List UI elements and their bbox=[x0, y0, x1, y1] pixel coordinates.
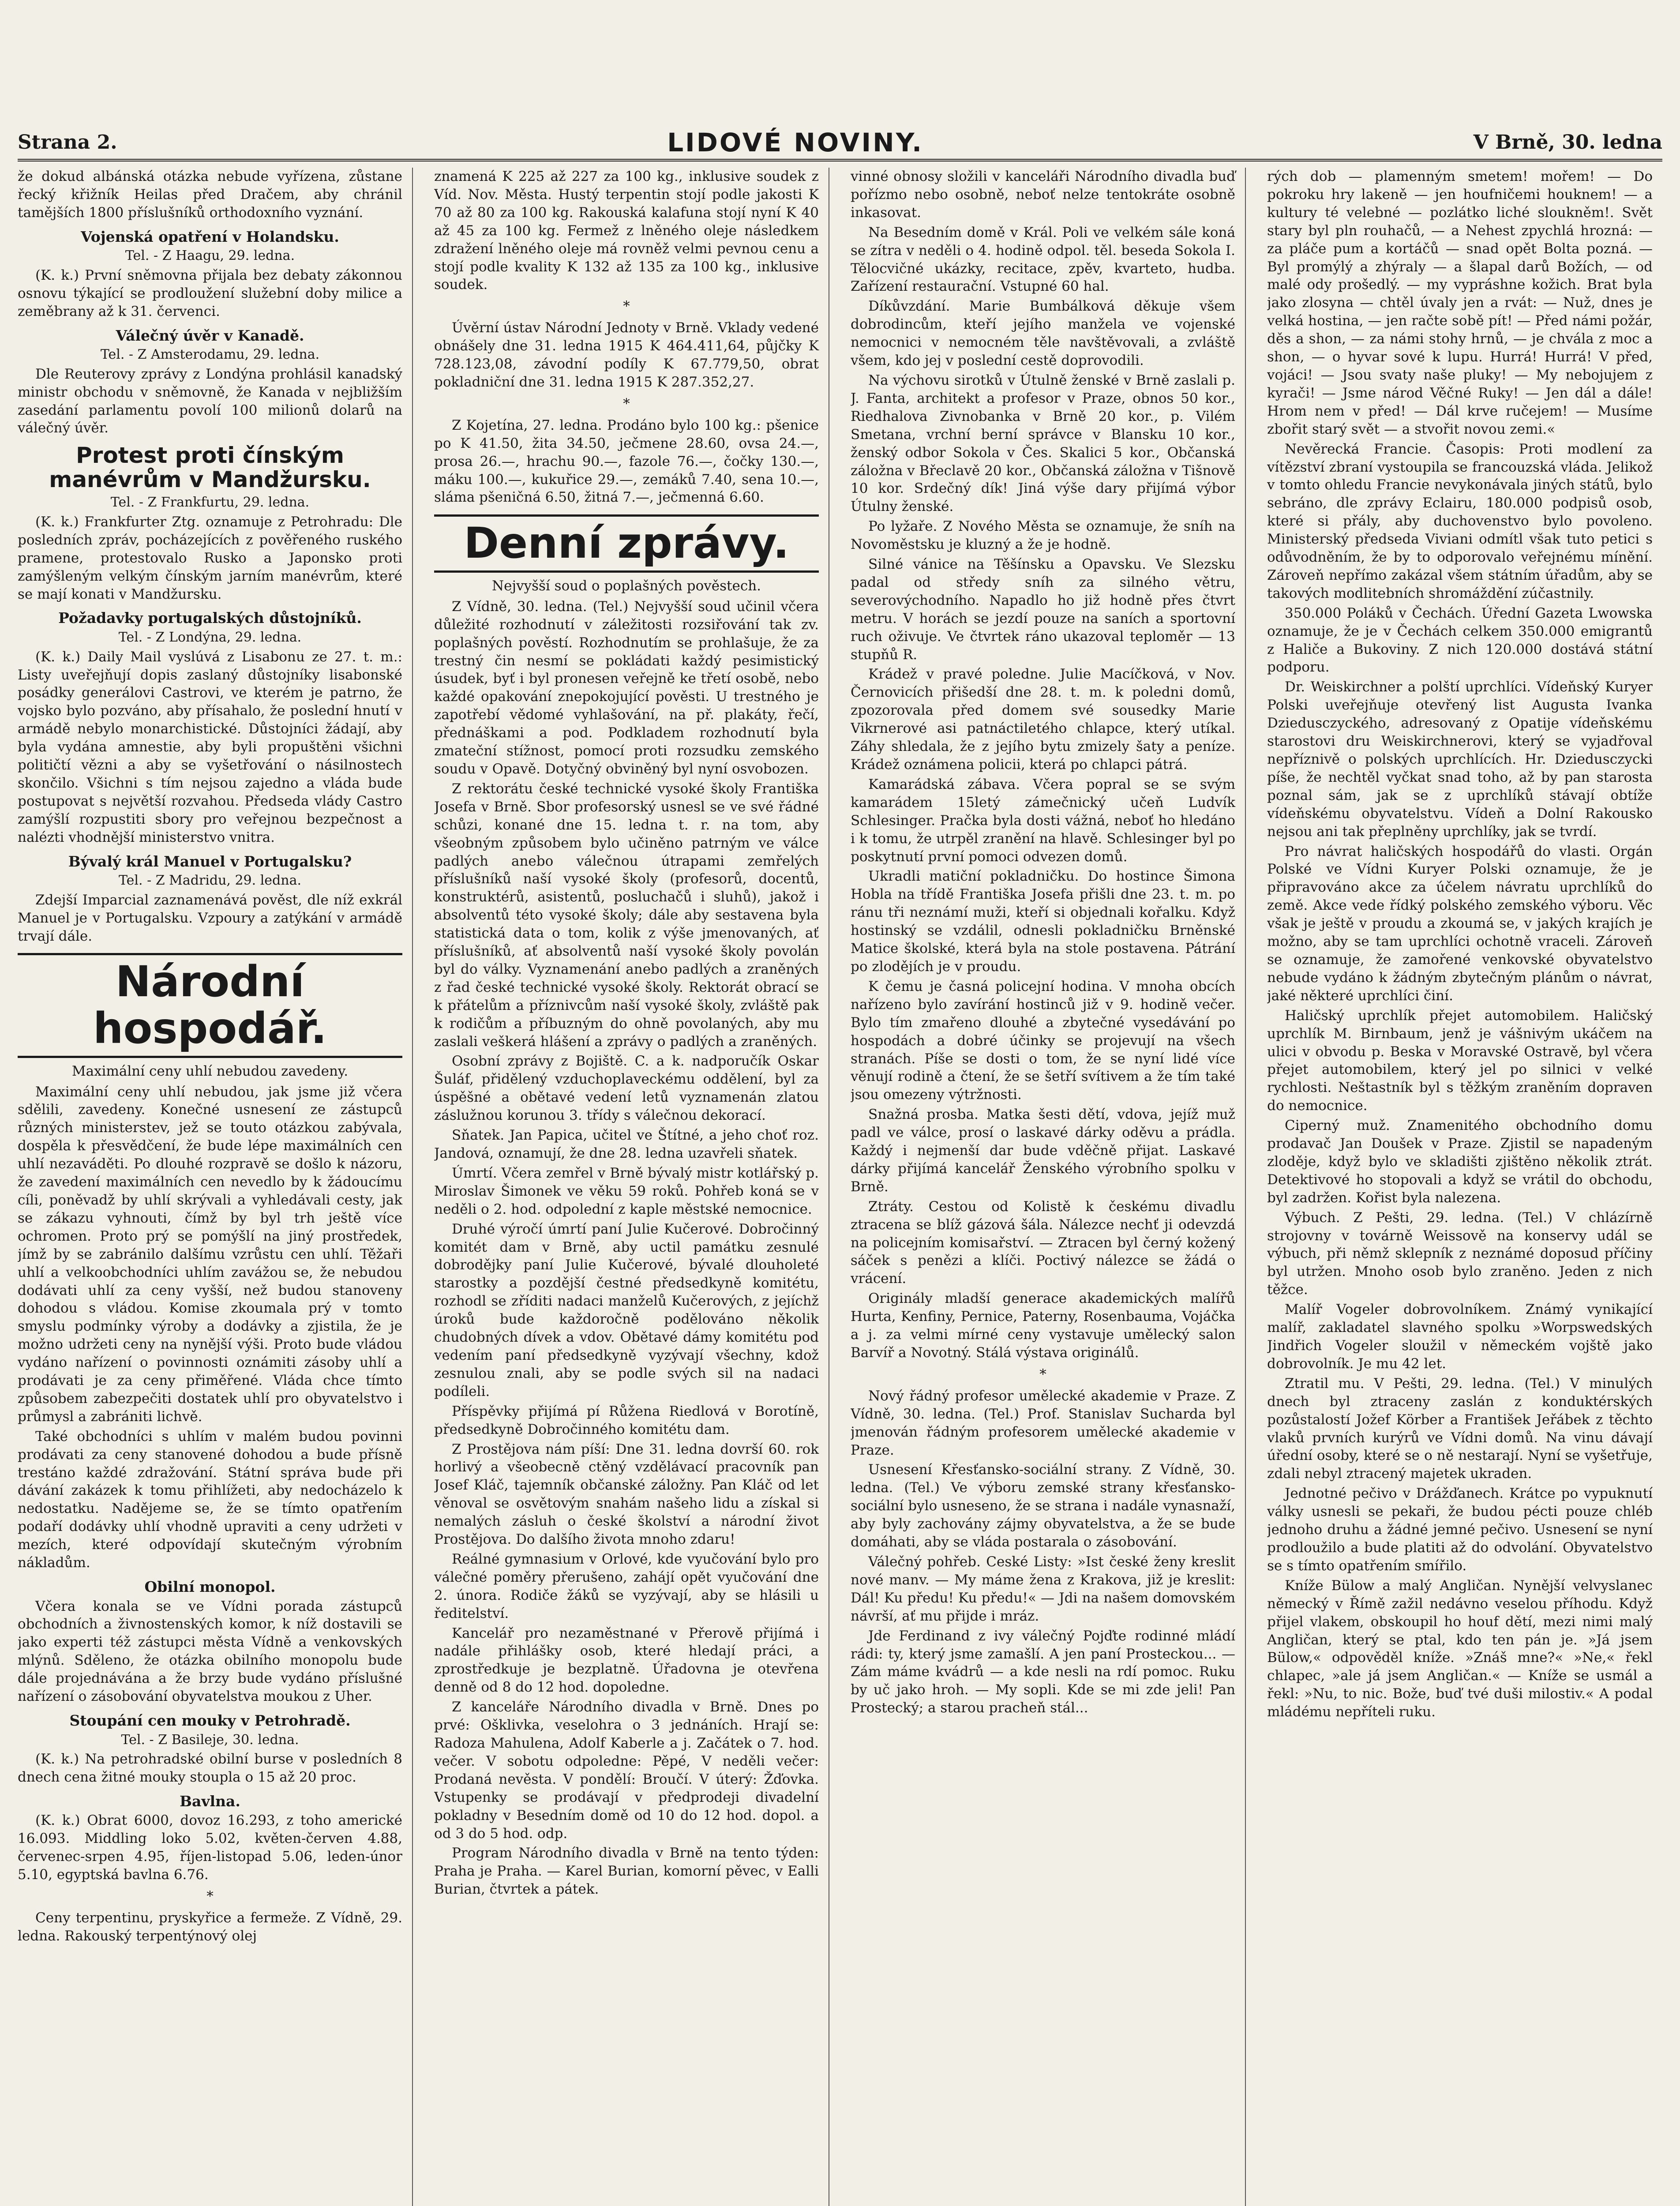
article-paragraph: (K. k.) Frankfurter Ztg. oznamuje z Petrohradu: Dle posledních zpráv, pocházejících z pověřeného ruského pramene, protestovalo Rusko a Japonsko proti zamýšleným velkým čínským jarním manévrům, které se mají konati v Mandžursku. bbox=[18, 514, 402, 602]
dateline: Tel. - Z Frankfurtu, 29. ledna. bbox=[110, 495, 310, 510]
article-paragraph: 350.000 Poláků v Čechách. Úřední Gazeta Lwowska oznamuje, že je v Čechách celkem 350.000 emigrantů z Haliče a Bukoviny. Z nich 120.000 dostává státní podporu. bbox=[1267, 605, 1653, 675]
dateline: Tel. - Z Amsterodamu, 29. ledna. bbox=[100, 347, 320, 363]
column-4 bbox=[1267, 168, 1662, 2206]
article-paragraph: Haličský uprchlík přejet automobilem. Haličský uprchlík M. Birnbaum, jenž je vášnivým ukáčem na ulici v obvodu p. Beska v Moravské Ostravě, byl včera přejet automobilem, který jel po silnici v velké rychlosti. Neštastník byl s těžkým zraněním dopraven do nemocnice. bbox=[1267, 1007, 1653, 1114]
article-paragraph: Reálné gymnasium v Orlové, kde vyučování bylo pro válečné poměry přerušeno, zahájí opět vyučování dne 2. února. Rodiče žáků se vyzývají, aby se hlásili u ředitelství. bbox=[434, 1551, 819, 1621]
separator-star: * bbox=[206, 1888, 214, 1905]
article-paragraph: že dokud albánská otázka nebude vyřízena, zůstane řecký křižník Heilas před Dračem, aby chránil tamějších 1800 příslušníků orthodoxního vyznání. bbox=[18, 169, 402, 221]
article-heading: Válečný úvěr v Kanadě. bbox=[116, 326, 304, 344]
dateline: Tel. - Z Haagu, 29. ledna. bbox=[125, 248, 295, 264]
article-paragraph: Pro návrat haličských hospodářů do vlasti. Orgán Polské ve Vídni Kuryer Polski oznamuje, že je připravováno akce za účelem návratu uprchlíků do země. Akce vede řídký polského zemského výboru. Věc však je ještě v proudu a zkoumá se, v jakých krajích je možno, aby se tam uprchlíci ochotně vraceli. Zároveň se oznamuje, že zamořené venkovské obyvatelstvo nebude vydáno k žádným zbytečným plánům o návrat, jaké některé uprchlíci činí. bbox=[1267, 843, 1653, 1004]
article-subheading: Maximální ceny uhlí nebudou zavedeny. bbox=[71, 1063, 349, 1079]
article-paragraph: Kníže Bülow a malý Angličan. Nynější velvyslanec německý v Římě zažil nedávno veselou příhodu. Když přijel vlakem, obskoupil ho houf dětí, mezi nimi malý Angličan, který se ptal, kdo ten pán je. »Já jsem Bülow,« odpověděl kníže. »Znáš mne?« »Ne,« řekl chlapec, »ale já jsem Angličan.« — Kníže se usmál a řekl: »Nu, to nic. Bože, buď tvé duši milostiv.« A podal mládému nepříteli ruku. bbox=[1267, 1577, 1653, 1720]
article-paragraph: vinné obnosy složili v kanceláři Národního divadla buď pořízmo nebo osobně, neboť nelze tentokráte osobně inkasovat. bbox=[851, 169, 1235, 221]
section-heading: Národní hospodář. bbox=[18, 953, 402, 1058]
article-paragraph: Výbuch. Z Pešti, 29. ledna. (Tel.) V chlázírně strojovny v továrně Weissově na konservy udál se výbuch, při němž sklepník z neznámé doposud příčiny byl utržen. Mnoho osob bylo zraněno. Jeden z nich těžce. bbox=[1267, 1209, 1653, 1298]
column-2 bbox=[434, 168, 829, 2206]
article-heading: Stoupání cen mouky v Petrohradě. bbox=[69, 1711, 351, 1729]
separator-star: * bbox=[623, 298, 630, 315]
article-paragraph: Ceny terpentinu, pryskyřice a fermeže. Z Vídně, 29. ledna. Rakouský terpentýnový olej bbox=[18, 1910, 402, 1944]
article-paragraph: Jde Ferdinand z ivy válečný Pojďte rodinné mládí rádi: ty, který jsme zamašlí. A jen paní Prosteckou... — Zám máme kvádrů — a kde nesli na rdí pomoc. Ruku by uč jako hroh. — My sopli. Kde se mi zde jeli! Pan Prostecký; a starou pracheň stál... bbox=[851, 1628, 1235, 1716]
article-paragraph: Včera konala se ve Vídni porada zástupců obchodních a živnostenských komor, k níž dostavili se jako experti též zástupci města Vídně a venkovských mlýnů. Sděleno, že otázka obilního monopolu bude dále projednávána a že brzy bude vydáno příslušné nařízení o zásobování obyvatelstva moukou z Uher. bbox=[18, 1598, 402, 1705]
separator-star: * bbox=[623, 395, 630, 412]
dateline: Tel. - Z Madridu, 29. ledna. bbox=[118, 873, 302, 889]
dateline: Tel. - Z Basileje, 30. ledna. bbox=[121, 1732, 299, 1748]
article-paragraph: Krádež v pravé poledne. Julie Macíčková, v Nov. Černovicích přišedší dne 28. t. m. k poledni domů, zpozorovala před domem své sousedky Marie Vikrnerové asi patnáctiletého chlapce, který utíkal. Záhy shledala, že z jejího bytu zmizely šaty a peníze. Krádež oznámena policii, která po chlapci pátrá. bbox=[851, 666, 1235, 773]
article-heading: Vojenská opatření v Holandsku. bbox=[81, 228, 339, 245]
article-paragraph: Osobní zprávy z Bojiště. C. a k. nadporučík Oskar Šuláf, přidělený vzduchoplaveckému oddělení, byl za úspěšné a obětavé vedení letů vyznamenán zlatou záslužnou korunou 3. třídy s válečnou dekorací. bbox=[434, 1053, 819, 1124]
article-paragraph: Ztratil mu. V Pešti, 29. ledna. (Tel.) V minulých dnech byl ztraceny zaslán z konduktérských pozůstalostí Jožef Körber a František Jeřábek z těchto vlaků prvních kurýrů ve Vídni domů. Na vinu dávají úřední osoby, které se o ně nestarají. Nyní se vyšetřuje, zdali nebyl ztracený majetek ukraden. bbox=[1267, 1375, 1653, 1482]
article-paragraph: Kancelář pro nezaměstnané v Přerově přijímá i nadále přihlášky osob, které hledají práci, a zprostředkuje je bezplatně. Úřadovna je otevřena denně od 8 do 12 hod. dopoledne. bbox=[434, 1625, 819, 1696]
article-paragraph: Úvěrní ústav Národní Jednoty v Brně. Vklady vedené obnášely dne 31. ledna 1915 K 464.411,64, půjčky K 728.123,08, závodní podíly K 67.779,50, obrat pokladniční dne 31. ledna 1915 K 287.352,27. bbox=[434, 320, 819, 390]
article-paragraph: Z rektorátu české technické vysoké školy Františka Josefa v Brně. Sbor profesorský usnesl se ve své řádné schůzi, konané dne 15. ledna t. r. na tom, aby všeobným způsobem bylo učiněno patrným ve válce padlých anebo válečnou útrapami zemřelých příslušníků naší vysoké školy (profesorů, docentů, konstruktérů, asistentů, posluchačů i sluhů), jakož i absolventů této vysoké školy; dále aby sestavena byla statistická data o tom, kolik z výše jmenovaných, ať příslušníků, ať absolventů naší vysoké školy povolán byl do války. Vyznamenání anebo padlých a zraněných z řad české technické vysoké školy. Rektorát obrací se k přátelům a příznivcům naší vysoké školy, zvláště pak k rodičům a příbuzným do ohně povolaných, aby mu zaslali veškerá hlášení a zprávy o padlých a zraněných. bbox=[434, 780, 819, 1050]
article-heading: Bývalý král Manuel v Portugalsku? bbox=[68, 852, 352, 870]
dateline: Tel. - Z Londýna, 29. ledna. bbox=[118, 630, 302, 645]
article-paragraph: Z kanceláře Národního divadla v Brně. Dnes po prvé: Ošklivka, veselohra o 3 jednáních. Hrají se: Radoza Mahulena, Adolf Kaberle a j. Začátek o 7. hod. večer. V sobotu odpoledne: Pěpé, V neděli večer: Prodaná nevěsta. V pondělí: Broučí. V úterý: Žďovka. Vstupenky se prodávají v předprodeji divadelní pokladny v Besedním domě od 10 do 12 hod. dopol. a od 3 do 5 hod. odp. bbox=[434, 1699, 819, 1842]
article-paragraph: Ztráty. Cestou od Kolistě k českému divadlu ztracena se blíž gázová šála. Nálezce nechť ji odevzdá na policejním komisařství. — Ztracen byl černý kožený sáček s penězi a klíči. Poctivý nálezce se žádá o vrácení. bbox=[851, 1198, 1235, 1287]
article-paragraph: Příspěvky přijímá pí Růžena Riedlová v Borotíně, předsedkyně Dobročinného komitétu dam. bbox=[434, 1403, 819, 1437]
article-paragraph: Silné vánice na Těšínsku a Opavsku. Ve Slezsku padal od středy sníh za silného větru, severovýchodního. Napadlo ho již hodně přes čtvrt metru. V horách se jezdí pouze na saních a sportovní ruch oživuje. Ve čtvrtek ráno ukazoval teploměr — 13 stupňů R. bbox=[851, 556, 1235, 663]
column-1 bbox=[18, 168, 413, 2206]
article-paragraph: Kamarádská zábava. Včera popral se se svým kamarádem 15letý zámečnický učeň Ludvík Schlesinger. Pračka byla dosti vážná, neboť ho hledáno i k tomu, že utrpěl zranění na hlavě. Schlesinger byl po poskytnutí první pomoci odvezen domů. bbox=[851, 776, 1235, 865]
article-paragraph: Úmrtí. Včera zemřel v Brně bývalý mistr kotlářský p. Miroslav Šimonek ve věku 59 roků. Pohřeb koná se v neděli o 2. hod. odpolední z kaple městské nemocnice. bbox=[434, 1165, 819, 1217]
article-paragraph: Na Besedním domě v Král. Poli ve velkém sále koná se zítra v neděli o 4. hodině odpol. těl. beseda Sokola I. Tělocvičné ukázky, recitace, zpěv, kvarteto, hudba. Zařízení restaurační. Vstupné 60 hal. bbox=[851, 224, 1235, 295]
column-3 bbox=[851, 168, 1246, 2206]
article-columns bbox=[18, 168, 1662, 2206]
article-paragraph: Ciperný muž. Znamenitého obchodního domu prodavač Jan Doušek v Praze. Zjistil se napadeným zloděje, když bylo ve skladišti zjištěno několik ztrát. Detektivové ho stopovali a když se vrátil do obchodu, byl zadržen. Kořist byla nalezena. bbox=[1267, 1118, 1653, 1206]
page-number-label: Strana 2. bbox=[18, 131, 117, 154]
article-paragraph: Nový řádný profesor umělecké akademie v Praze. Z Vídně, 30. ledna. (Tel.) Prof. Stanislav Sucharda byl jmenován řádným profesorem umělecké akademie v Praze. bbox=[851, 1388, 1235, 1458]
article-paragraph: Z Kojetína, 27. ledna. Prodáno bylo 100 kg.: pšenice po K 41.50, žita 34.50, ječmene 28.60, ovsa 24.—, prosa 26.—, hrachu 90.—, fazole 76.—, čočky 130.—, máku 100.—, kukuřice 29.—, zemáků 7.40, sena 10.—, sláma pšeničná 6.50, žitná 7.—, ječmenná 6.60. bbox=[434, 417, 819, 506]
article-paragraph: Ukradli matiční pokladničku. Do hostince Šimona Hobla na třídě Františka Josefa přišli dne 23. t. m. po ránu tři neznámí muži, kteří si objednali kořalku. Když hostinský se vzdálil, odnesli pokladničku Brněnské Matice školské, která byla na stole postavena. Pátrání po zlodějích je v proudu. bbox=[851, 868, 1235, 975]
article-paragraph: (K. k.) Daily Mail vyslúvá z Lisabonu ze 27. t. m.: Listy uveřejňují dopis zaslaný důstojníky lisabonské posádky generálovi Castrovi, ve kterém je patrno, že vojsko bylo pozváno, aby přísahalo, že poslední hnutí v armádě nebylo monarchistické. Důstojníci žádají, aby byla vydána amnestie, aby byli propuštěni všichni političtí vězni a aby se vyšetřování o násilnostech skončilo. Všichni s tím nejsou zajedno a vláda bude postupovat s největší rozvahou. Předseda vlády Castro zamýšlí rozpustiti sbory pro veřejnou bezpečnost a nalézti vhodnější ministerstvo vnitra. bbox=[18, 649, 402, 845]
article-paragraph: Maximální ceny uhlí nebudou, jak jsme již včera sdělili, zavedeny. Konečné usnesení ze zástupců různých ministerstev, jež se touto otázkou zabývala, dospěla k přesvědčení, že bude lépe maximálních cen uhlí nezaváděti. Po dlouhé rozpravě se došlo k názoru, že zavedení maximálních cen nevedlo by k žádoucímu cíli, poněvadž by uhlí skrývali a vyhledávali cesty, jak se zákazu vyhnouti, čímž by byl trh ještě více ochromen. Proto prý se pomýšlí na jiný prostředek, jímž by se zabránilo dalšímu vzrůstu cen uhlí. Těžaři uhlí a velkoobchodníci uhlím zavážou se, že nebudou dodávati uhlí za ceny vyšší, než budou stanoveny dohodou s vládou. Komise zkoumala prý v tomto smyslu podmínky výroby a dodávky a zjistila, že je možno udržeti ceny na nynější výši. Proto bude vládou vydáno nařízení o povinnosti oznámiti zásoby uhlí a prodávati je za ceny přiměřené. Vláda chce tímto způsobem zabezpečiti dostatek uhlí pro obyvatelstvo i průmysl a zabrániti lichvě. bbox=[18, 1084, 402, 1425]
article-heading: Požadavky portugalských důstojníků. bbox=[58, 609, 362, 627]
article-paragraph: Na výchovu sirotků v Útulně ženské v Brně zaslali p. J. Fanta, architekt a profesor v Praze, obnos 50 kor., Riedhalova Zivnobanka v Brně 20 kor., p. Vilém Smetana, vrchní berní správce v Blansku 10 kor., ženský odbor Sokola v Čes. Skalici 5 kor., Občanská záložna v Břeclavě 20 kor., Občanská záložna v Tišnově 10 kor. Srdečný dík! Jiná výše dary přijímá výbor Útulny ženské. bbox=[851, 372, 1235, 515]
section-heading: Denní zprávy. bbox=[434, 514, 819, 573]
article-heading: Bavlna. bbox=[180, 1792, 240, 1810]
separator-star: * bbox=[1039, 1366, 1046, 1382]
article-paragraph: Dr. Weiskirchner a polští uprchlíci. Vídeňský Kuryer Polski uveřejňuje otevřený list Augusta Ivanka Dziedusczyckého, adresovaný z Opatije vídeňskému starostovi dru Weiskirchnerovi, který se vyjadřoval nepříznivě o polských uprchlících. Hr. Dziedusczycki píše, že nechtěl vyčkat snad toho, až by pan starosta poznal sám, jak se z uprchlíků stávají obtíže vídeňskému obyvatelstvu. Vídeň a Dolní Rakousko nejsou ani tak přeplněny uprchlíky, jak se tvrdí. bbox=[1267, 679, 1653, 840]
article-paragraph: Také obchodníci s uhlím v malém budou povinni prodávati za ceny stanovené dohodou a bude přísně trestáno každé zdražování. Státní správa bude při dávání zakázek k tomu přihlížeti, aby nedocházelo k nedostatku. Nadějeme se, že se tímto opatřením podaří dodávky uhlí vhodně upraviti a ceny udržeti v mezích, které odpovídají skutečným výrobním nákladům. bbox=[18, 1428, 402, 1571]
newspaper-title: LIDOVÉ NOVINY. bbox=[667, 127, 924, 158]
article-paragraph: znamená K 225 až 227 za 100 kg., inklusive soudek z Víd. Nov. Města. Hustý terpentin stojí podle jakosti K 70 až 80 za 100 kg. Rakouská kalafuna stojí nyní K 40 až 45 za 100 kg. Fermež z lněného oleje následkem zdražení lněného oleje má rovněž velmi pevnou cenu a stojí podle kvality K 132 až 135 za 100 kg., inklusive soudek. bbox=[434, 169, 819, 293]
article-paragraph: Nevěrecká Francie. Časopis: Proti modlení za vítězství zbraní vystoupila se francouzská vláda. Jelikož v tomto ohledu Francie nevykonávala jiných států, bylo sebráno, dle zprávy Eclairu, 180.000 podpisů osob, které si přály, aby duchovenstvo bylo povoleno. Ministerský předseda Viviani odmítl však tuto petici s odůvodněním, že by to odporovalo veřejnému mínění. Zároveň nepřímo zakázal všem státním úřadům, aby se takových modlitebních shromáždění zúčastnily. bbox=[1267, 441, 1653, 601]
place-date-label: V Brně, 30. ledna bbox=[1473, 131, 1662, 154]
article-paragraph: Malíř Vogeler dobrovolníkem. Známý vynikající malíř, zakladatel slavného spolku »Worpswedských Jindřich Vogeler sloužil v německém vojště jako dobrovolník. Je mu 42 let. bbox=[1267, 1302, 1653, 1372]
article-paragraph: Z Prostějova nám píší: Dne 31. ledna dovrší 60. rok horlivý a všeobecně ctěný vzdělávací pracovník pan Josef Kláč, tajemník občanské záložny. Pan Kláč od let věnoval se osvětovým snahám našeho lidu a získal si nemalých zásluh o české školství a národní život Prostějova. Do dalšího života mnoho zdaru! bbox=[434, 1441, 819, 1548]
article-paragraph: Po lyžaře. Z Nového Města se oznamuje, že sníh na Novoměstsku je kluzný a že je hodně. bbox=[851, 518, 1235, 553]
article-paragraph: Válečný pohřeb. Ceské Listy: »Ist české ženy kreslit nové manv. — My máme žena z Krakova, již je kreslit: Dál! Ku předu! Ku předu!« — Jdi na našem domovském návrší, ať mu přijde i mráz. bbox=[851, 1553, 1235, 1624]
article-paragraph: Druhé výročí úmrtí paní Julie Kučerové. Dobročinný komitét dam v Brně, aby uctil památku zesnulé dobrodějky paní Julie Kučerové, bývalé dlouholeté starostky a pozdější čestné předsedkyně komitétu, rozhodl se zříditi nadaci manželů Kučerových, z jejíchž úroků bude každoročně podělováno několik chudobných dívek a vdov. Obětavé dámy komitétu pod vedením paní předsedkyně vyzývají všechny, kdož zesnulou znali, aby se podle svých sil na nadaci podíleli. bbox=[434, 1221, 819, 1399]
article-subheading: Nejvyšší soud o poplašných pověstech. bbox=[491, 578, 761, 594]
article-paragraph: Originály mladší generace akademických malířů Hurta, Kenfiny, Pernice, Paterny, Rosenbauma, Vojáčka a j. za velmi mírné ceny vystavuje umělecký salon Barvíř a Novotný. Stálá výstava originálů. bbox=[851, 1291, 1235, 1361]
article-paragraph: Z Vídně, 30. ledna. (Tel.) Nejvyšší soud učinil včera důležité rozhodnutí v záležitosti rozsiřování tak zv. poplašných pověstí. Rozhodnutím se prohlašuje, že za trestný čin nesmí se pokládati každý pesimistický úsudek, byť i byl pronesen veřejně ke třetí osobě, nebo každé opakování znepokojující pověsti. U trestného je zapotřebí vědomé vyhlašování, na př. plakáty, řečí, přednáškami a pod. Podkladem rozhodnutí byla zmateční stížnost, pomocí proti rozsudku zemského soudu v Opavě. Dotyčný obviněný byl nyní osvobozen. bbox=[434, 598, 819, 777]
article-paragraph: (K. k.) Obrat 6000, dovoz 16.293, z toho americké 16.093. Middling loko 5.02, květen-červen 4.88, červenec-srpen 4.95, říjen-listopad 5.06, leden-únor 5.10, egyptská bavlna 6.76. bbox=[18, 1812, 402, 1883]
article-paragraph: (K. k.) Na petrohradské obilní burse v posledních 8 dnech cena žitné mouky stoupla o 15 až 20 proc. bbox=[18, 1751, 402, 1786]
article-paragraph: rých dob — plamenným smetem! mořem! — Do pokroku hry lakeně — jen houfničemi houknem! — a kultury té velebné — pozlátko liché sloukněm!. Svět stary byl pln rouhačů, — a Nehest zpychlá hrozná: — za pláče pum a kortáčů — snad opět Bolta pozná. — Byl promýlý a zhýraly — a šlapal darů Božích, — od malé ody prošedlý. — my vypráshne kožich. Brat byla jako zlosyna — chtěl úvaly jen a rvát: — Nuž, dnes je velká hostina, — jen račte sobě pít! — Před námi požár, děs a shon, — za námi stohy hrnů, — je chvála z moc a shon, — o hyvar sové k lupu. Hurrá! Hurrá! V před, vojáci! — Jsou svaty naše pluky! — My nebojujem z kyrači! — Jsme národ Věčné Ruky! — Jen dál a dále! Hrom nem v před! — Dál krve ručejem! — Musíme zbořit starý svět — a stvořit novou zemi.« bbox=[1267, 169, 1653, 437]
article-paragraph: Díkůvzdání. Marie Bumbálková děkuje všem dobrodincům, kteří jejího manžela ve vojenské nemocnici v nemocném těle navštěvovali, a zvláště všem, kdo jej v poslední cestě doprovodili. bbox=[851, 298, 1235, 369]
article-paragraph: Program Národního divadla v Brně na tento týden: Praha je Praha. — Karel Burian, komorní pěvec, v Ealli Burian, čtvrtek a pátek. bbox=[434, 1845, 819, 1898]
article-paragraph: Zdejší Imparcial zaznamenává pověst, dle níž exkrál Manuel je v Portugalsku. Vzpoury a zatýkání v armádě trvají dále. bbox=[18, 892, 402, 944]
article-paragraph: Snažná prosba. Matka šesti dětí, vdova, jejíž muž padl ve válce, prosí o laskavé dárky oděvu a prádla. Každý i nejmenší dar bude vděčně přijat. Laskavé dárky přijímá kancelář Ženského výrobního spolku v Brně. bbox=[851, 1107, 1235, 1195]
article-paragraph: Usnesení Křesťansko-sociální strany. Z Vídně, 30. ledna. (Tel.) Ve výboru zemské strany křesťansko-sociální bylo usneseno, že se strana i nadále vynasnaží, aby byly zachovány zájmy obyvatelstva, a že se bude domáhati, aby se vláda postarala o zásobování. bbox=[851, 1462, 1235, 1550]
article-headline: Protest proti čínským manévrům v Mandžursku. bbox=[49, 443, 371, 493]
article-paragraph: Sňatek. Jan Papica, učitel ve Štítné, a jeho choť roz. Jandová, oznamují, že dne 28. ledna uzavřeli sňatek. bbox=[434, 1127, 819, 1161]
article-paragraph: Dle Reuterovy zprávy z Londýna prohlásil kanadský ministr obchodu v sněmovně, že Kanada v nejbližším zasedání parlamentu povolí 100 milionů dolarů na válečný úvěr. bbox=[18, 366, 402, 436]
article-paragraph: Jednotné pečivo v Drážďanech. Krátce po vypuknutí války usnesli se pekaři, že budou pécti pouze chléb jednoho druhu a žádné jemné pečivo. Usnesení se nyní prodloužilo a bude platiti až do odvolání. Obyvatelstvo se s tímto opatřením smířilo. bbox=[1267, 1486, 1653, 1574]
article-paragraph: (K. k.) První sněmovna přijala bez debaty zákonnou osnovu týkající se prodloužení služební doby milice a zeměbrany až k 31. červenci. bbox=[18, 267, 402, 319]
article-paragraph: K čemu je časná policejní hodina. V mnoha obcích nařízeno bylo zavírání hostinců již v 9. hodině večer. Bylo tím zmařeno dlouhé a zbytečné vysedávání po hospodách a dobré účinky se projevují na všech stranách. Píše se dosti o tom, že se nyní lidé více věnují rodině a čtení, že se šetří svítivem a že tím také jsou omezeny výtržnosti. bbox=[851, 978, 1235, 1103]
masthead bbox=[18, 126, 1662, 161]
article-heading: Obilní monopol. bbox=[144, 1578, 276, 1595]
